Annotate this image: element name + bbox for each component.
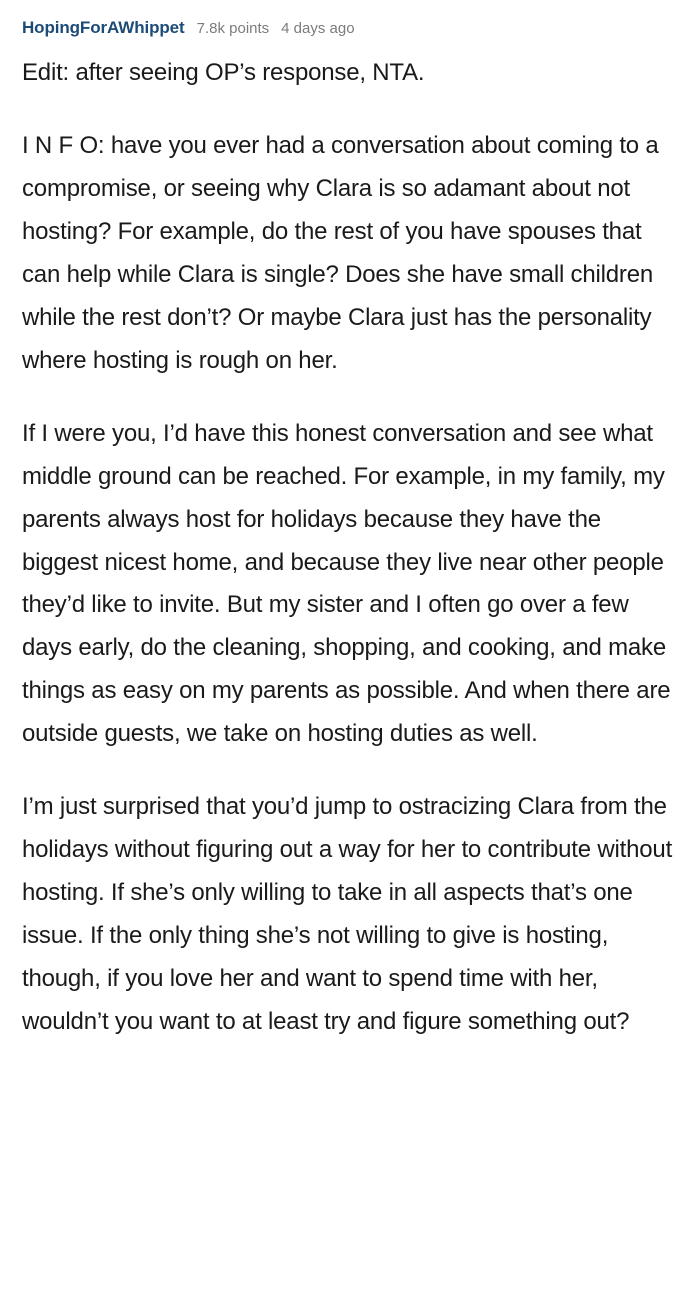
comment-paragraph: Edit: after seeing OP’s response, NTA. — [22, 59, 425, 86]
comment-timestamp: 4 days ago — [281, 20, 355, 37]
comment-paragraph: I N F O: have you ever had a conversation about coming to a compromise, or seeing why Clara is so adamant about not hosting? For example, do the rest of you have spouses that can help while Clara is single? Does she have small children while the rest don’t? Or maybe Clara just has the personality where hosting is rough on her. — [22, 131, 659, 374]
comment-meta — [22, 18, 678, 38]
comment-paragraph: I’m just surprised that you’d jump to ostracizing Clara from the holidays without figuring out a way for her to contribute without hosting. If she’s only willing to take in all aspects that’s one issue. If the only thing she’s not willing to give is hosting, though, if you love her and want to spend time with her, wouldn’t you want to at least try and figure something out? — [22, 793, 673, 1036]
comment-body — [22, 52, 678, 1044]
comment-author[interactable]: HopingForAWhippet — [22, 18, 185, 37]
comment-points: 7.8k points — [196, 20, 270, 37]
comment-paragraph: If I were you, I’d have this honest conversation and see what middle ground can be reached. For example, in my family, my parents always host for holidays because they have the biggest nicest home, and because they live near other people they’d like to invite. But my sister and I often go over a few days early, do the cleaning, shopping, and cooking, and make things as easy on my parents as possible. And when there are outside guests, we take on hosting duties as well. — [22, 419, 671, 748]
